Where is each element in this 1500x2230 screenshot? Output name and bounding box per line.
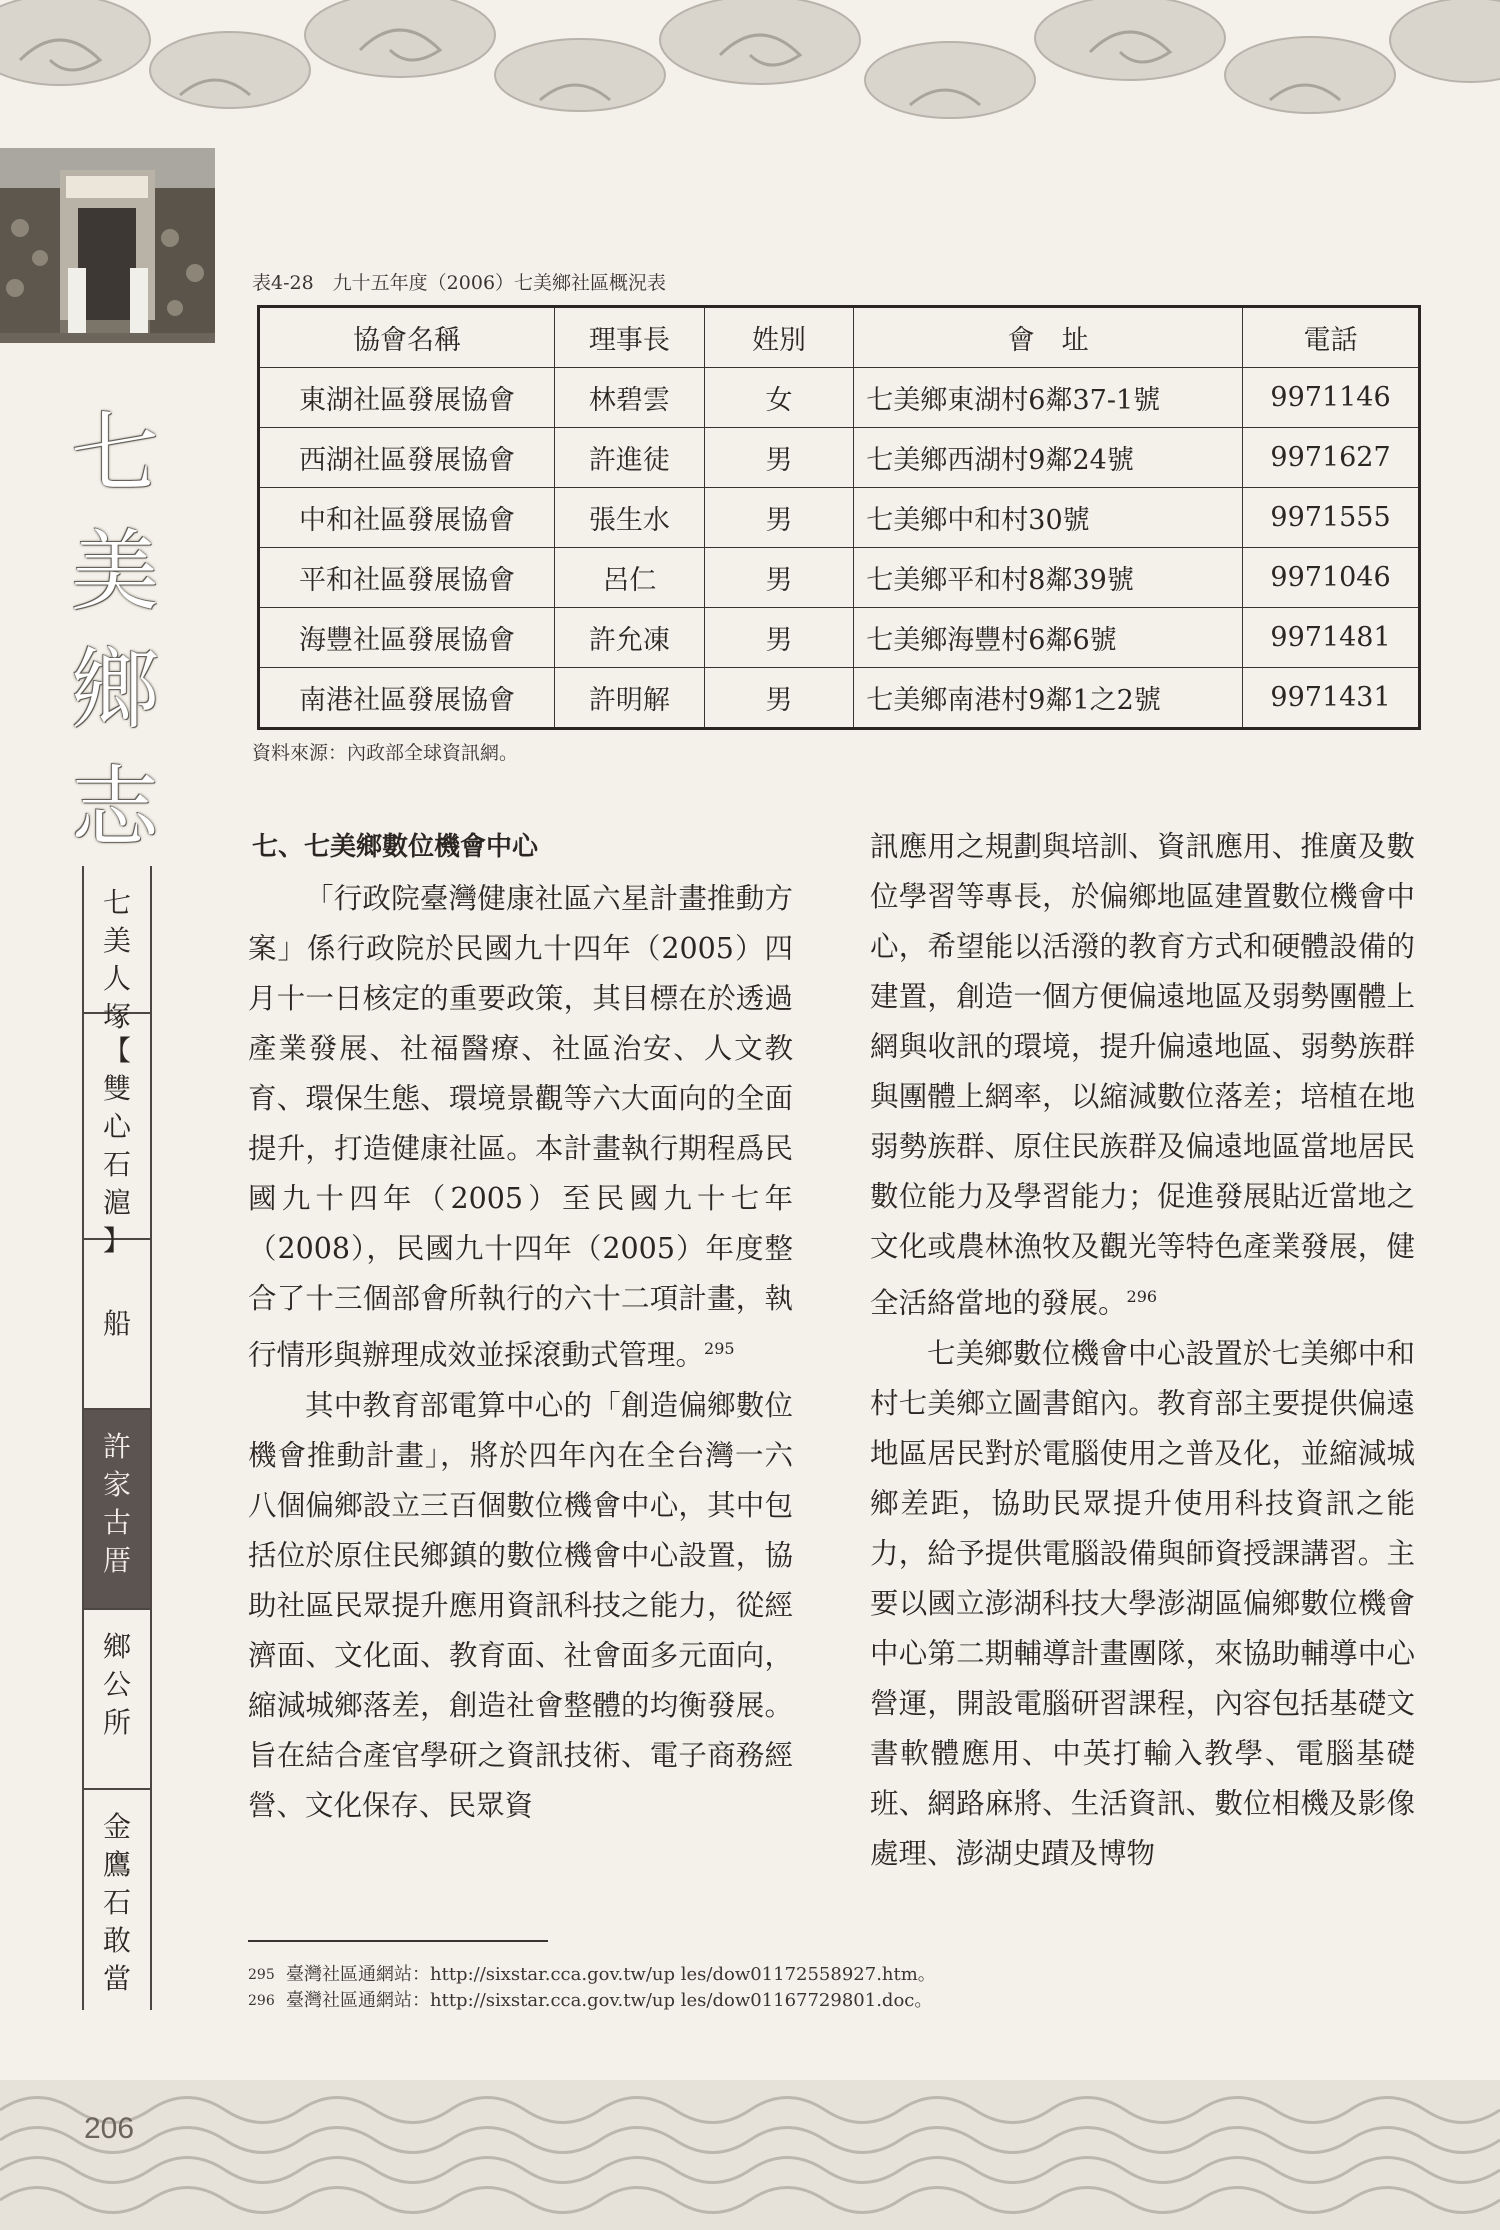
footnote-divider bbox=[248, 1940, 548, 1942]
section-heading: 七、七美鄉數位機會中心 bbox=[252, 832, 539, 862]
right-column bbox=[870, 822, 1415, 1879]
table-row bbox=[259, 368, 1420, 428]
cell-association: 東湖社區發展協會 bbox=[259, 368, 555, 428]
cell-gender: 男 bbox=[704, 488, 854, 548]
paragraph: 「行政院臺灣健康社區六星計畫推動方案」係行政院於民國九十四年（2005）四月十一日核定的重要政策，其目標在於透過產業發展、社福醫療、社區治安、人文教育、環保生態、環境景觀等六大面向的全面提升，打造健康社區。本計畫執行期程爲民國九十四年（2005）至民國九十七年（2008），民國九十四年（2005）年度整合了十三個部會所執行的六十二項計畫，執行情形與辦理成效並採滾動式管理。$^{295}$ bbox=[248, 882, 793, 1372]
tab-boat[interactable]: 船 bbox=[84, 1240, 150, 1410]
title-char: 七 bbox=[70, 402, 159, 505]
wave-pattern-footer bbox=[0, 2080, 1500, 2230]
col-header: 會 址 bbox=[854, 307, 1243, 368]
cell-gender: 男 bbox=[704, 668, 854, 729]
footnote: 295 臺灣社區通網站：http://sixstar.cca.gov.tw/up les/dow01172558927.htm。 bbox=[248, 1964, 936, 1985]
table-row bbox=[259, 668, 1420, 729]
cell-chair: 呂仁 bbox=[555, 548, 705, 608]
table-row bbox=[259, 428, 1420, 488]
col-header: 姓別 bbox=[704, 307, 854, 368]
cell-phone: 9971431 bbox=[1243, 668, 1420, 729]
left-column bbox=[248, 874, 793, 1831]
footnote-ref[interactable]: 295 bbox=[704, 1339, 735, 1358]
cell-chair: 許允凍 bbox=[555, 608, 705, 668]
cell-chair: 林碧雲 bbox=[555, 368, 705, 428]
community-table bbox=[257, 305, 1421, 730]
table-row bbox=[259, 488, 1420, 548]
cell-gender: 男 bbox=[704, 548, 854, 608]
cell-gender: 男 bbox=[704, 428, 854, 488]
footnote-ref[interactable]: 296 bbox=[1126, 1287, 1158, 1306]
tab-hsu-family-house[interactable]: 許 家 古 厝 bbox=[84, 1410, 150, 1610]
cell-phone: 9971555 bbox=[1243, 488, 1420, 548]
cell-chair: 許明解 bbox=[555, 668, 705, 729]
cell-address: 七美鄉平和村8鄰39號 bbox=[854, 548, 1243, 608]
chapter-tabs bbox=[82, 866, 152, 2010]
cell-association: 平和社區發展協會 bbox=[259, 548, 555, 608]
col-header: 理事長 bbox=[555, 307, 705, 368]
tab-qimei-tomb[interactable]: 七 美 人 塚 bbox=[84, 866, 150, 1014]
table-row bbox=[259, 608, 1420, 668]
cell-gender: 女 bbox=[704, 368, 854, 428]
title-char: 志 bbox=[70, 756, 159, 859]
tab-golden-eagle-stone[interactable]: 金 鷹 石 敢 當 bbox=[102, 1810, 131, 1995]
tab-township-office[interactable]: 鄉 公 所 bbox=[84, 1610, 150, 1790]
table-row bbox=[259, 548, 1420, 608]
cell-chair: 張生水 bbox=[555, 488, 705, 548]
cell-address: 七美鄉西湖村9鄰24號 bbox=[854, 428, 1243, 488]
cell-address: 七美鄉中和村30號 bbox=[854, 488, 1243, 548]
cell-association: 南港社區發展協會 bbox=[259, 668, 555, 729]
tab-twin-hearts-weir[interactable]: 【 雙 心 石 滬 】 bbox=[84, 1014, 150, 1240]
cell-phone: 9971146 bbox=[1243, 368, 1420, 428]
cell-gender: 男 bbox=[704, 608, 854, 668]
cell-phone: 9971046 bbox=[1243, 548, 1420, 608]
cloud-pattern-header bbox=[0, 0, 1500, 150]
cell-association: 中和社區發展協會 bbox=[259, 488, 555, 548]
col-header: 協會名稱 bbox=[259, 307, 555, 368]
cell-address: 七美鄉南港村9鄰1之2號 bbox=[854, 668, 1243, 729]
table-caption: 表4-28 九十五年度（2006）七美鄉社區概況表 bbox=[252, 272, 667, 294]
cell-phone: 9971481 bbox=[1243, 608, 1420, 668]
col-header: 電話 bbox=[1243, 307, 1420, 368]
cell-phone: 9971627 bbox=[1243, 428, 1420, 488]
footnotes bbox=[248, 1962, 936, 2014]
cell-association: 西湖社區發展協會 bbox=[259, 428, 555, 488]
page-number: 206 bbox=[84, 2112, 135, 2145]
cell-address: 七美鄉海豐村6鄰6號 bbox=[854, 608, 1243, 668]
vertical-title bbox=[50, 395, 180, 867]
table-source: 資料來源：內政部全球資訊網。 bbox=[252, 742, 519, 764]
paragraph: 其中教育部電算中心的「創造偏鄉數位機會推動計畫」，將於四年內在全台灣一六八個偏鄉設立三百個數位機會中心，其中包括位於原住民鄉鎮的數位機會中心設置，協助社區民眾提升應用資訊科技之能力，從經濟面、文化面、教育面、社會面多元面向，縮減城鄉落差，創造社會整體的均衡發展。旨在結合產官學研之資訊技術、電子商務經營、文化保存、民眾資 bbox=[248, 1388, 793, 1822]
historic-house-photo bbox=[0, 148, 215, 343]
cell-association: 海豐社區發展協會 bbox=[259, 608, 555, 668]
title-char: 美 bbox=[70, 520, 159, 623]
footnote: 296 臺灣社區通網站：http://sixstar.cca.gov.tw/up les/dow01167729801.doc。 bbox=[248, 1990, 933, 2011]
table-header-row bbox=[259, 307, 1420, 368]
cell-address: 七美鄉東湖村6鄰37-1號 bbox=[854, 368, 1243, 428]
cell-chair: 許進徒 bbox=[555, 428, 705, 488]
paragraph: 七美鄉數位機會中心設置於七美鄉中和村七美鄉立圖書館內。教育部主要提供偏遠地區居民對於電腦使用之普及化，並縮減城鄉差距，協助民眾提升使用科技資訊之能力，給予提供電腦設備與師資授課講習。主要以國立澎湖科技大學澎湖區偏鄉數位機會中心第二期輔導計畫團隊，來協助輔導中心營運，開設電腦研習課程，內容包括基礎文書軟體應用、中英打輸入教學、電腦基礎班、網路麻將、生活資訊、數位相機及影像處理、澎湖史蹟及博物 bbox=[870, 1336, 1415, 1870]
paragraph: 訊應用之規劃與培訓、資訊應用、推廣及數位學習等專長，於偏鄉地區建置數位機會中心，希望能以活潑的教育方式和硬體設備的建置，創造一個方便偏遠地區及弱勢團體上網與收訊的環境，提升偏遠地區、弱勢族群與團體上網率，以縮減數位落差；培植在地弱勢族群、原住民族群及偏遠地區當地居民數位能力及學習能力；促進發展貼近當地之文化或農林漁牧及觀光等特色產業發展，健全活絡當地的發展。$^{296}$ bbox=[870, 830, 1415, 1320]
title-char: 鄉 bbox=[70, 638, 159, 741]
